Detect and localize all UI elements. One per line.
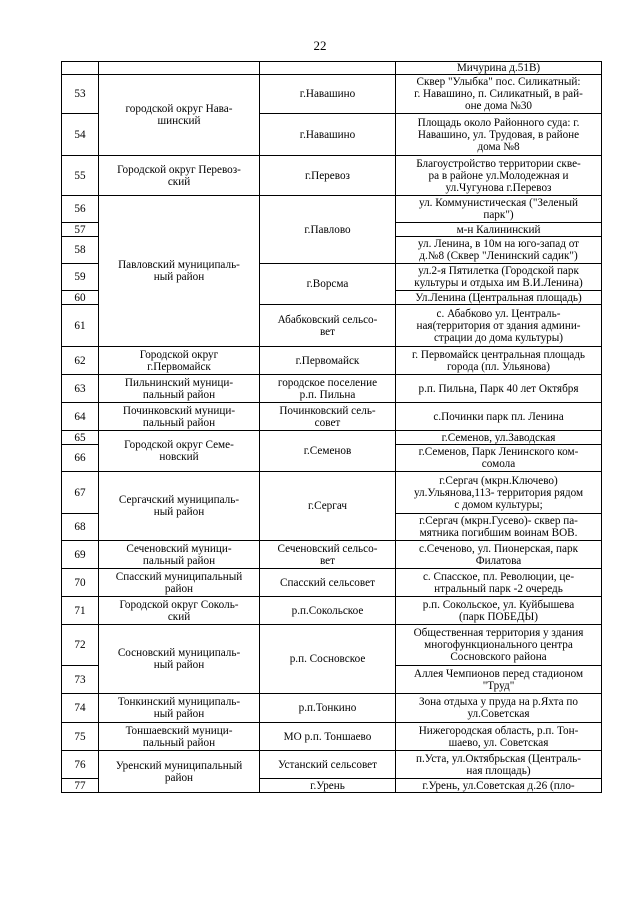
address-cell: Площадь около Районного суда: г. Навашино, ул. Трудовая, в районе дома №8 <box>396 114 602 156</box>
row-number-cell: 62 <box>62 347 99 375</box>
district-cell: Тонкинский муниципаль- ный район <box>99 694 260 723</box>
table-row <box>62 196 602 223</box>
address-cell: р.п. Пильна, Парк 40 лет Октября <box>396 375 602 403</box>
row-number-cell: 74 <box>62 694 99 723</box>
settlement-cell: Починковский сель- совет <box>260 403 396 431</box>
district-cell: Павловский муниципаль- ный район <box>99 196 260 347</box>
district-cell: городской округ Нава- шинский <box>99 75 260 156</box>
table-row <box>62 472 602 514</box>
row-number-cell: 55 <box>62 156 99 196</box>
row-number-cell: 75 <box>62 723 99 751</box>
district-cell: Починковский муници- пальный район <box>99 403 260 431</box>
row-number-cell: 56 <box>62 196 99 223</box>
row-number-cell: 65 <box>62 431 99 445</box>
row-number-cell: 77 <box>62 779 99 793</box>
address-cell: Благоустройство территории скве- ра в районе ул.Молодежная и ул.Чугунова г.Перевоз <box>396 156 602 196</box>
row-number-cell: 71 <box>62 597 99 625</box>
row-number-cell: 70 <box>62 569 99 597</box>
settlement-cell <box>260 62 396 75</box>
settlement-cell: г.Навашино <box>260 114 396 156</box>
settlement-cell: р.п.Тонкино <box>260 694 396 723</box>
district-cell: Городской округ г.Первомайск <box>99 347 260 375</box>
table-row <box>62 347 602 375</box>
address-cell: ул. Коммунистическая ("Зеленый парк") <box>396 196 602 223</box>
row-number-cell: 64 <box>62 403 99 431</box>
table-row <box>62 62 602 75</box>
row-number-cell: 69 <box>62 541 99 569</box>
row-number-cell: 58 <box>62 237 99 264</box>
address-cell: Ул.Ленина (Центральная площадь) <box>396 291 602 305</box>
table-row <box>62 403 602 431</box>
district-cell: Спасский муниципальный район <box>99 569 260 597</box>
settlement-cell: р.п. Сосновское <box>260 625 396 694</box>
address-cell: Мичурина д.51В) <box>396 62 602 75</box>
row-number-cell: 66 <box>62 445 99 472</box>
settlement-cell: г.Павлово <box>260 196 396 264</box>
row-number-cell: 68 <box>62 514 99 541</box>
table-row <box>62 375 602 403</box>
row-number-cell: 67 <box>62 472 99 514</box>
table-row <box>62 625 602 666</box>
settlement-cell: Спасский сельсовет <box>260 569 396 597</box>
settlement-cell: г.Сергач <box>260 472 396 541</box>
settlement-cell: г.Семенов <box>260 431 396 472</box>
row-number-cell: 59 <box>62 264 99 291</box>
district-cell: Тоншаевский муници- пальный район <box>99 723 260 751</box>
address-cell: с. Абабково ул. Централь- ная(территория от здания админи- страции до дома культуры) <box>396 305 602 347</box>
address-cell: г. Первомайск центральная площадь города (пл. Ульянова) <box>396 347 602 375</box>
address-cell: г.Сергач (мкрн.Ключево) ул.Ульянова,113- территория рядом с домом культуры; <box>396 472 602 514</box>
district-cell: Сосновский муниципаль- ный район <box>99 625 260 694</box>
address-cell: с. Спасское, пл. Революции, це- нтральный парк -2 очередь <box>396 569 602 597</box>
table-row <box>62 431 602 445</box>
address-cell: Сквер "Улыбка" пос. Силикатный: г. Навашино, п. Силикатный, в рай- оне дома №30 <box>396 75 602 114</box>
table-row <box>62 597 602 625</box>
address-cell: г.Сергач (мкрн.Гусево)- сквер па- мятника погибшим воинам ВОВ. <box>396 514 602 541</box>
row-number-cell <box>62 62 99 75</box>
row-number-cell: 63 <box>62 375 99 403</box>
row-number-cell: 73 <box>62 666 99 694</box>
district-cell: Уренский муниципальный район <box>99 751 260 793</box>
address-cell: Аллея Чемпионов перед стадионом "Труд" <box>396 666 602 694</box>
district-cell: Городской округ Перевоз- ский <box>99 156 260 196</box>
settlement-cell: МО р.п. Тоншаево <box>260 723 396 751</box>
row-number-cell: 57 <box>62 223 99 237</box>
settlement-cell: городское поселение р.п. Пильна <box>260 375 396 403</box>
table-row <box>62 723 602 751</box>
page-number: 22 <box>313 38 327 53</box>
address-cell: ул. Ленина, в 10м на юго-запад от д.№8 (Сквер "Ленинский садик") <box>396 237 602 264</box>
settlement-cell: г.Навашино <box>260 75 396 114</box>
district-cell <box>99 62 260 75</box>
row-number-cell: 72 <box>62 625 99 666</box>
address-cell: Зона отдыха у пруда на р.Яхта по ул.Советская <box>396 694 602 723</box>
address-cell: г.Урень, ул.Советская д.26 (пло- <box>396 779 602 793</box>
settlement-cell: г.Перевоз <box>260 156 396 196</box>
table-row <box>62 541 602 569</box>
settlement-cell: р.п.Сокольское <box>260 597 396 625</box>
row-number-cell: 60 <box>62 291 99 305</box>
address-cell: Нижегородская область, р.п. Тон- шаево, ул. Советская <box>396 723 602 751</box>
address-cell: г.Семенов, Парк Ленинского ком- сомола <box>396 445 602 472</box>
address-cell: с.Сеченово, ул. Пионерская, парк Филатова <box>396 541 602 569</box>
row-number-cell: 54 <box>62 114 99 156</box>
district-cell: Городской округ Соколь- ский <box>99 597 260 625</box>
public-spaces-table <box>61 61 602 793</box>
district-cell: Пильнинский муници- пальный район <box>99 375 260 403</box>
table-row <box>62 751 602 779</box>
address-cell: р.п. Сокольское, ул. Куйбышева (парк ПОБЕДЫ) <box>396 597 602 625</box>
settlement-cell: Абабковский сельсо- вет <box>260 305 396 347</box>
settlement-cell: г.Урень <box>260 779 396 793</box>
settlement-cell: Сеченовский сельсо- вет <box>260 541 396 569</box>
settlement-cell: г.Первомайск <box>260 347 396 375</box>
settlement-cell: Устанский сельсовет <box>260 751 396 779</box>
address-cell: г.Семенов, ул.Заводская <box>396 431 602 445</box>
table-row <box>62 694 602 723</box>
table-row <box>62 156 602 196</box>
address-cell: м-н Калининский <box>396 223 602 237</box>
settlement-cell: г.Ворсма <box>260 264 396 305</box>
row-number-cell: 53 <box>62 75 99 114</box>
address-cell: Общественная территория у здания многофункционального центра Сосновского района <box>396 625 602 666</box>
row-number-cell: 76 <box>62 751 99 779</box>
address-cell: ул.2-я Пятилетка (Городской парк культуры и отдыха им В.И.Ленина) <box>396 264 602 291</box>
address-cell: п.Уста, ул.Октябрьская (Централь- ная площадь) <box>396 751 602 779</box>
address-cell: с.Починки парк пл. Ленина <box>396 403 602 431</box>
district-cell: Сеченовский муници- пальный район <box>99 541 260 569</box>
row-number-cell: 61 <box>62 305 99 347</box>
table-row <box>62 569 602 597</box>
district-cell: Сергачский муниципаль- ный район <box>99 472 260 541</box>
table-row <box>62 75 602 114</box>
district-cell: Городской округ Семе- новский <box>99 431 260 472</box>
